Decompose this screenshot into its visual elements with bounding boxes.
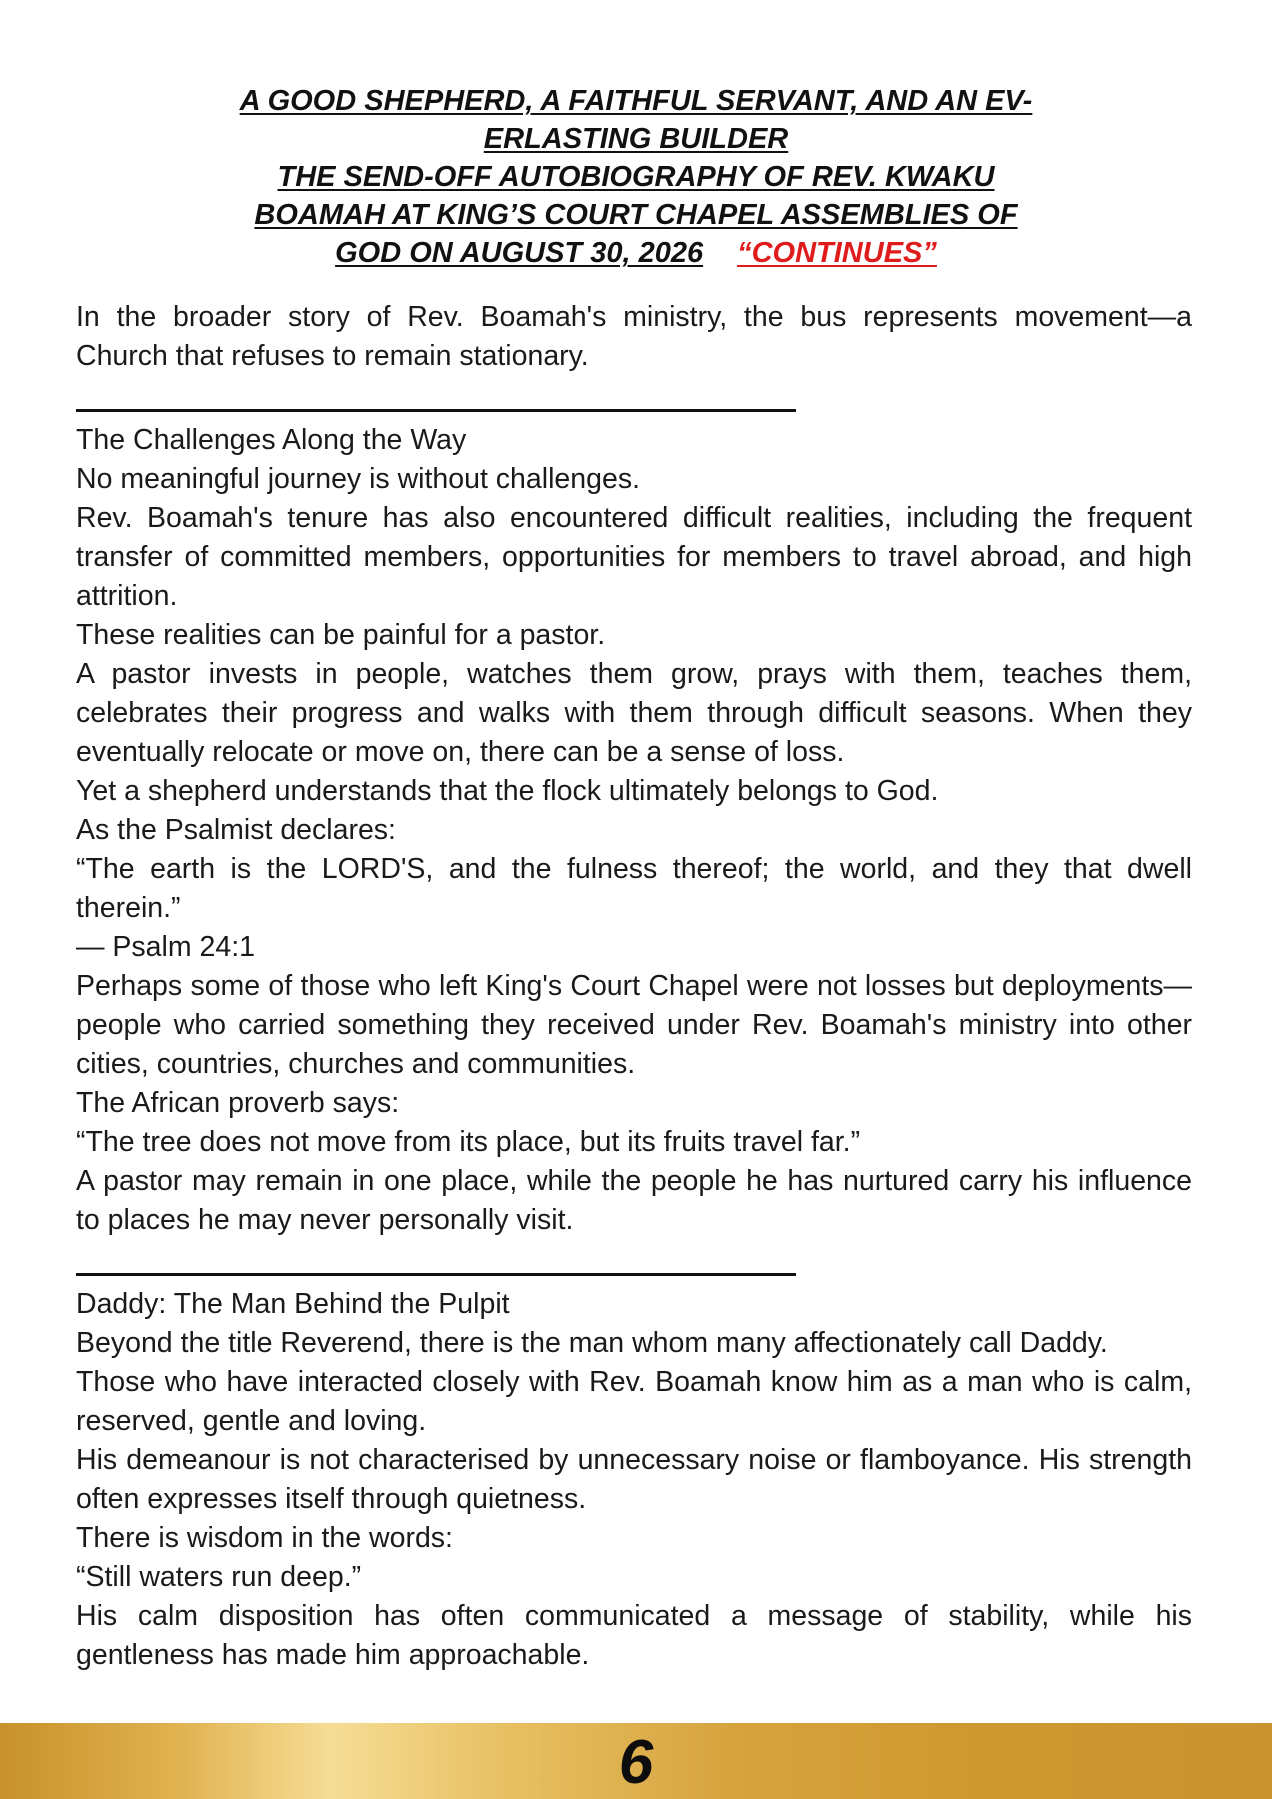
scripture-reference: — Psalm 24:1 (76, 931, 255, 963)
body-line: His demeanour is not characterised by unnecessary noise or flamboyance. His strength often expresses itself through quietness. (76, 1444, 1192, 1515)
section-heading-challenges: The Challenges Along the Way (76, 424, 467, 456)
body-line: Rev. Boamah's tenure has also encountered difficult realities, including the frequent transfer of committed members, opportunities for members to travel abroad, and high attrition. (76, 502, 1192, 612)
subtitle-line (110, 158, 1162, 196)
body-line: There is wisdom in the words: (76, 1522, 453, 1554)
subtitle-line (110, 196, 1162, 234)
intro-paragraph: In the broader story of Rev. Boamah's ministry, the bus represents movement—a Church that refuses to remain stationary. (76, 301, 1192, 372)
page-body (76, 298, 1192, 1675)
title-line (110, 120, 1162, 158)
body-line: Yet a shepherd understands that the flock ultimately belongs to God. (76, 775, 939, 807)
subtitle-line (110, 234, 1162, 272)
document-title (110, 82, 1162, 272)
body-line: His calm disposition has often communicated a message of stability, while his gentleness has made him approachable. (76, 1600, 1192, 1671)
section-divider (76, 409, 796, 412)
proverb-quote: “The tree does not move from its place, but its fruits travel far.” (76, 1126, 861, 1158)
continues-label: “CONTINUES” (737, 237, 937, 269)
section-divider (76, 1273, 796, 1276)
page-number: 6 (618, 1728, 654, 1797)
title-line-text: A GOOD SHEPHERD, A FAITHFUL SERVANT, AND AN EV- (239, 85, 1033, 117)
footer-band (0, 1723, 1272, 1799)
subtitle-line-text: BOAMAH AT KING’S COURT CHAPEL ASSEMBLIES OF (254, 199, 1018, 231)
body-line: A pastor invests in people, watches them grow, prays with them, teaches them, celebrates their progress and walks with them through difficult seasons. When they eventually relocate or move on, there can be a sense of loss. (76, 658, 1192, 768)
scripture-quote: “The earth is the LORD'S, and the fulness thereof; the world, and they that dwell therein.” (76, 853, 1192, 924)
body-line: No meaningful journey is without challenges. (76, 463, 640, 495)
subtitle-line-text: GOD ON AUGUST 30, 2026 (335, 237, 704, 269)
body-line: As the Psalmist declares: (76, 814, 396, 846)
saying-quote: “Still waters run deep.” (76, 1561, 362, 1593)
subtitle-line-text: THE SEND-OFF AUTOBIOGRAPHY OF REV. KWAKU (277, 161, 995, 193)
title-line (110, 82, 1162, 120)
section-heading-daddy: Daddy: The Man Behind the Pulpit (76, 1288, 510, 1320)
body-line: Those who have interacted closely with Rev. Boamah know him as a man who is calm, reserved, gentle and loving. (76, 1366, 1192, 1437)
body-line: These realities can be painful for a pastor. (76, 619, 606, 651)
body-line: The African proverb says: (76, 1087, 400, 1119)
body-line: Perhaps some of those who left King's Court Chapel were not losses but deployments—people who carried something they received under Rev. Boamah's ministry into other cities, countries, churches and communities. (76, 970, 1192, 1080)
body-line: Beyond the title Reverend, there is the man whom many affectionately call Daddy. (76, 1327, 1108, 1359)
title-line-text: ERLASTING BUILDER (483, 123, 789, 155)
body-line: A pastor may remain in one place, while the people he has nurtured carry his influence to places he may never personally visit. (76, 1165, 1192, 1236)
